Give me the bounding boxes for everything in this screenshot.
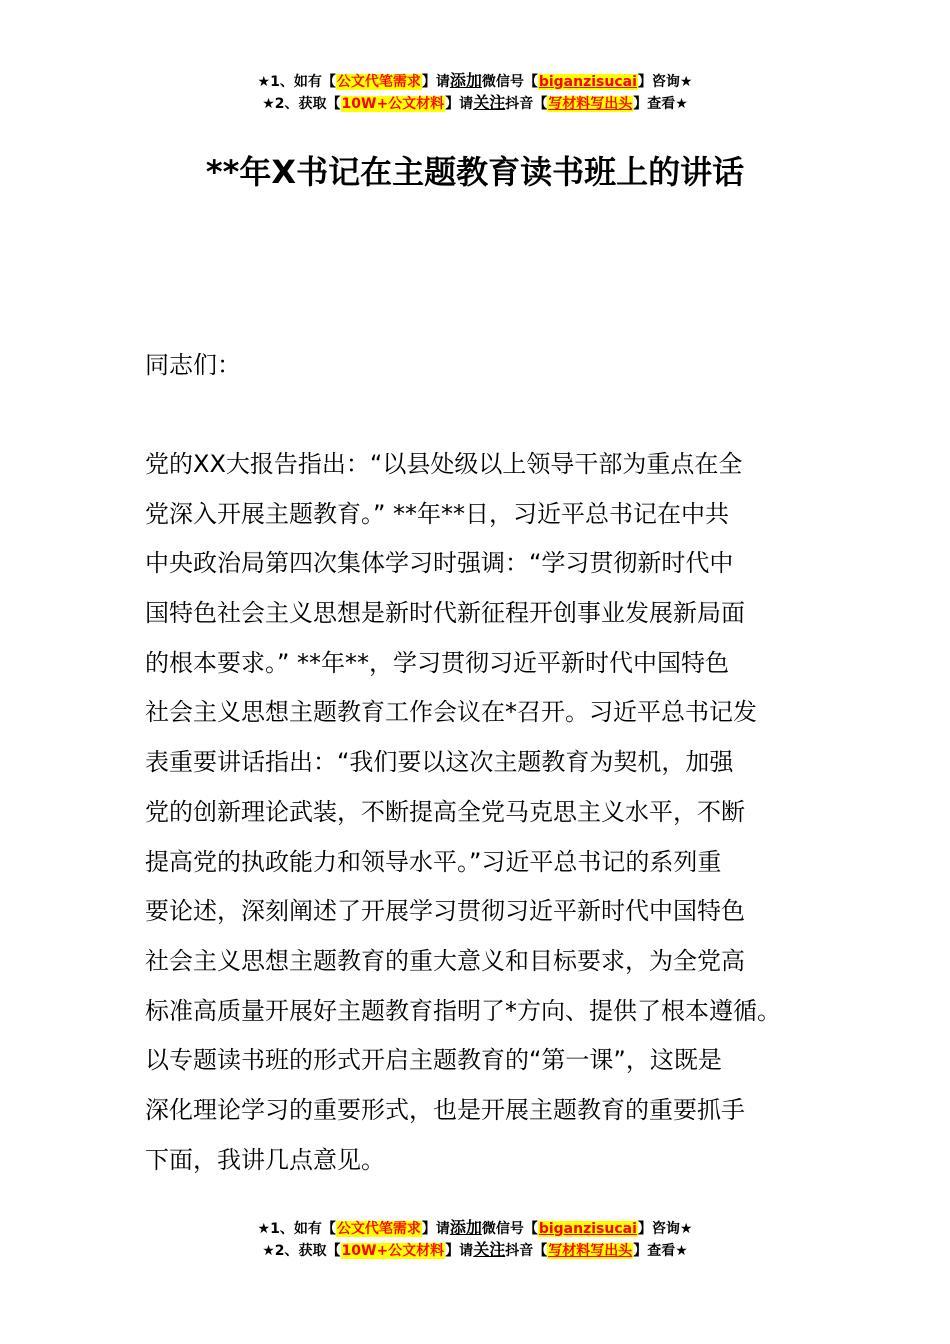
paragraph-line: 以专题读书班的形式开启主题教育的“第一课”，这既是 (145, 1046, 722, 1075)
promo-text: 微信号【 (481, 1221, 538, 1237)
promo-text: 微信号【 (481, 74, 538, 90)
promo-emphasis: 关注 (473, 1240, 506, 1259)
wechat-id-link[interactable]: biganzisucai (538, 1221, 637, 1237)
promo-highlight: 公文代笔需求 (336, 1221, 421, 1237)
paragraph-line: 党的创新理论武装，不断提高全党马克思主义水平，不断 (145, 797, 745, 826)
promo-highlight: 公文代笔需求 (336, 74, 421, 90)
document-title: **年X书记在主题教育读书班上的讲话 (205, 153, 745, 191)
promo-emphasis: 添加 (449, 71, 482, 90)
promo-highlight: 10W+公文材料 (341, 96, 445, 112)
promo-text: 】请 (445, 96, 474, 112)
greeting: 同志们： (145, 351, 241, 379)
promo-line-1 (0, 1217, 950, 1239)
promo-prefix: ★1、如有【 (257, 1221, 336, 1237)
paragraph-line: 中央政治局第四次集体学习时强调：“学习贯彻新时代中 (145, 549, 734, 578)
paragraph-line: 要论述，深刻阐述了开展学习贯彻习近平新时代中国特色 (145, 897, 745, 926)
paragraph-line: 党的XX大报告指出：“以县处级以上领导干部为重点在全 (145, 450, 743, 478)
paragraph-line: 社会主义思想主题教育工作会议在*召开。习近平总书记发 (145, 698, 757, 727)
paragraph-line: 表重要讲话指出：“我们要以这次主题教育为契机，加强 (145, 748, 734, 777)
promo-prefix: ★2、获取【 (262, 1243, 341, 1259)
bottom-promo-banner (0, 1217, 950, 1261)
promo-line-2 (0, 1239, 950, 1261)
promo-text: 】请 (445, 1243, 474, 1259)
promo-line-1 (0, 70, 950, 92)
paragraph-line: 社会主义思想主题教育的重大意义和目标要求，为全党高 (145, 946, 745, 975)
promo-suffix: 】咨询★ (637, 1221, 693, 1237)
promo-suffix: 】查看★ (633, 1243, 688, 1259)
paragraph-line: 下面，我讲几点意见。 (145, 1145, 385, 1174)
promo-emphasis: 添加 (449, 1218, 482, 1237)
promo-highlight: 10W+公文材料 (341, 1243, 445, 1259)
douyin-account-link[interactable]: 写材料写出头 (548, 96, 633, 112)
body-paragraph (145, 440, 825, 1185)
wechat-id-link[interactable]: biganzisucai (538, 74, 637, 90)
paragraph-line: 提高党的执政能力和领导水平。”习近平总书记的系列重 (145, 847, 722, 876)
paragraph-line: 党深入开展主题教育。” **年**日，习近平总书记在中共 (145, 499, 730, 528)
promo-text: 抖音【 (505, 96, 548, 112)
promo-text: 抖音【 (505, 1243, 548, 1259)
promo-text: 】请 (421, 74, 450, 90)
promo-emphasis: 关注 (473, 93, 506, 112)
paragraph-line: 深化理论学习的重要形式，也是开展主题教育的重要抓手 (145, 1095, 745, 1124)
promo-suffix: 】咨询★ (637, 74, 693, 90)
promo-prefix: ★2、获取【 (262, 96, 341, 112)
promo-text: 】请 (421, 1221, 450, 1237)
paragraph-line: 国特色社会主义思想是新时代新征程开创事业发展新局面 (145, 599, 745, 628)
promo-line-2 (0, 92, 950, 114)
promo-suffix: 】查看★ (633, 96, 688, 112)
promo-prefix: ★1、如有【 (257, 74, 336, 90)
paragraph-line: 的根本要求。” **年**，学习贯彻习近平新时代中国特色 (145, 648, 730, 677)
douyin-account-link[interactable]: 写材料写出头 (548, 1243, 633, 1259)
paragraph-line: 标准高质量开展好主题教育指明了*方向、提供了根本遵循。 (145, 996, 781, 1025)
top-promo-banner (0, 70, 950, 114)
